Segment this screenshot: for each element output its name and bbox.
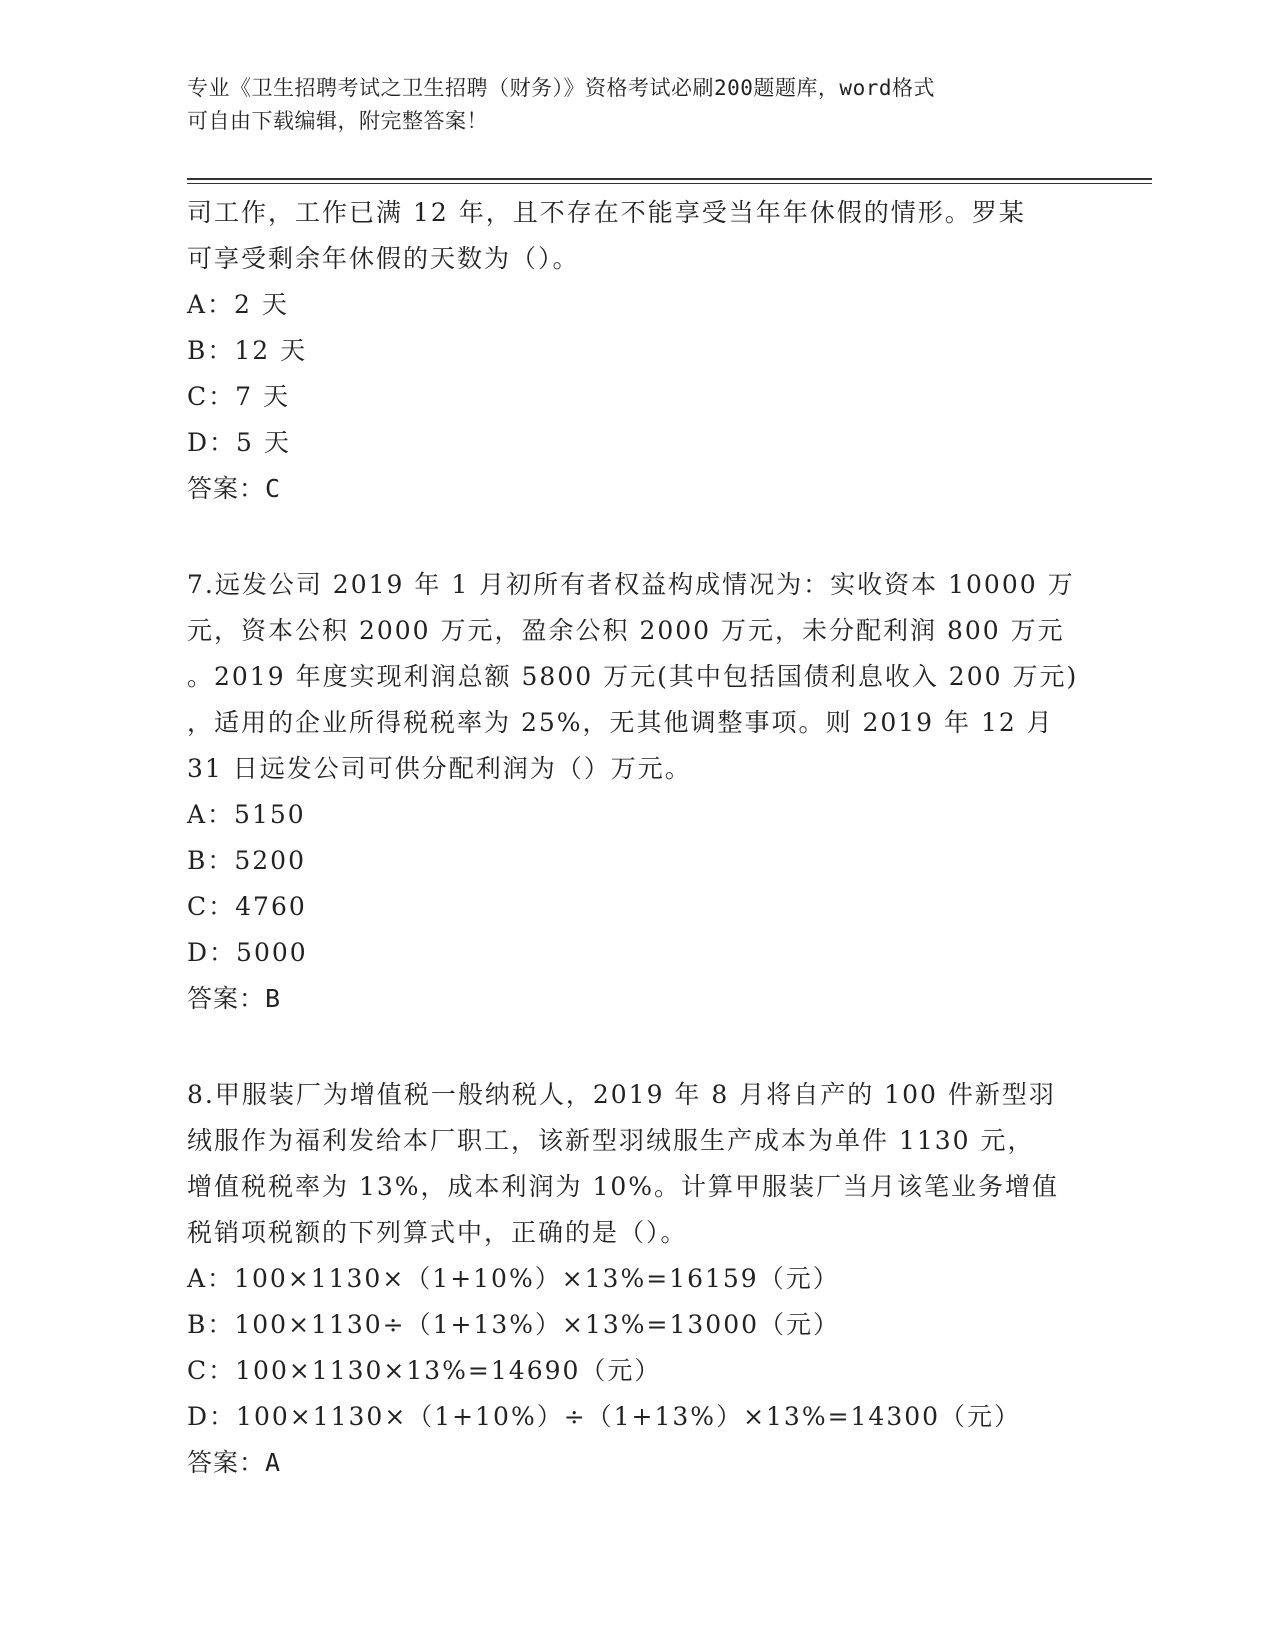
question-6-option-c: C：7 天 xyxy=(187,382,290,411)
question-7-text-line2: 元，资本公积 2000 万元，盈余公积 2000 万元，未分配利润 800 万元 xyxy=(187,616,1065,645)
header-title-line2: 可自由下载编辑，附完整答案！ xyxy=(187,109,488,133)
question-8-text-line3: 增值税税率为 13%，成本利润为 10%。计算甲服装厂当月该笔业务增值 xyxy=(187,1172,1060,1201)
question-8-option-b: B：100×1130÷（1+13%）×13%=13000（元） xyxy=(187,1310,841,1339)
question-6-text-line1: 司工作，工作已满 12 年，且不存在不能享受当年年休假的情形。罗某 xyxy=(187,198,1026,227)
question-8-option-d: D：100×1130×（1+10%）÷（1+13%）×13%=14300（元） xyxy=(187,1402,1022,1431)
question-7-option-b: B：5200 xyxy=(187,846,306,875)
question-6-option-b: B：12 天 xyxy=(187,336,308,365)
question-7-text-line1: 7.远发公司 2019 年 1 月初所有者权益构成情况为：实收资本 10000 万 xyxy=(187,570,1075,599)
question-7-option-a: A：5150 xyxy=(187,800,306,829)
question-6-text-line2: 可享受剩余年休假的天数为（）。 xyxy=(187,244,580,273)
question-spacer xyxy=(187,512,1087,562)
header-divider-thick xyxy=(187,178,1152,180)
question-8-text-line1: 8.甲服装厂为增值税一般纳税人，2019 年 8 月将自产的 100 件新型羽 xyxy=(187,1080,1056,1109)
question-6-answer: 答案：C xyxy=(187,474,282,503)
document-header xyxy=(187,72,1067,138)
question-8-option-a: A：100×1130×（1+10%）×13%=16159（元） xyxy=(187,1264,840,1293)
header-title-line1: 专业《卫生招聘考试之卫生招聘（财务）》资格考试必刷200题题库，word格式 xyxy=(187,76,935,100)
question-7-answer: 答案：B xyxy=(187,984,282,1013)
question-7-text-line3: 。2019 年度实现利润总额 5800 万元(其中包括国债利息收入 200 万元) xyxy=(187,662,1079,691)
question-8 xyxy=(187,1072,1087,1486)
question-7 xyxy=(187,562,1087,1022)
question-8-answer: 答案：A xyxy=(187,1448,282,1477)
question-8-option-c: C：100×1130×13%=14690（元） xyxy=(187,1356,662,1385)
question-6-option-d: D：5 天 xyxy=(187,428,291,457)
question-7-text-line4: ，适用的企业所得税税率为 25%，无其他调整事项。则 2019 年 12 月 xyxy=(187,708,1054,737)
question-6 xyxy=(187,190,1087,512)
question-7-option-d: D：5000 xyxy=(187,938,308,967)
document-body xyxy=(187,190,1087,1486)
question-8-text-line4: 税销项税额的下列算式中，正确的是（）。 xyxy=(187,1218,688,1247)
question-6-option-a: A：2 天 xyxy=(187,290,289,319)
question-8-text-line2: 绒服作为福利发给本厂职工，该新型羽绒服生产成本为单件 1130 元， xyxy=(187,1126,1035,1155)
question-7-text-line5: 31 日远发公司可供分配利润为（）万元。 xyxy=(187,754,692,783)
question-spacer xyxy=(187,1022,1087,1072)
header-divider-thin xyxy=(187,183,1152,184)
question-7-option-c: C：4760 xyxy=(187,892,307,921)
